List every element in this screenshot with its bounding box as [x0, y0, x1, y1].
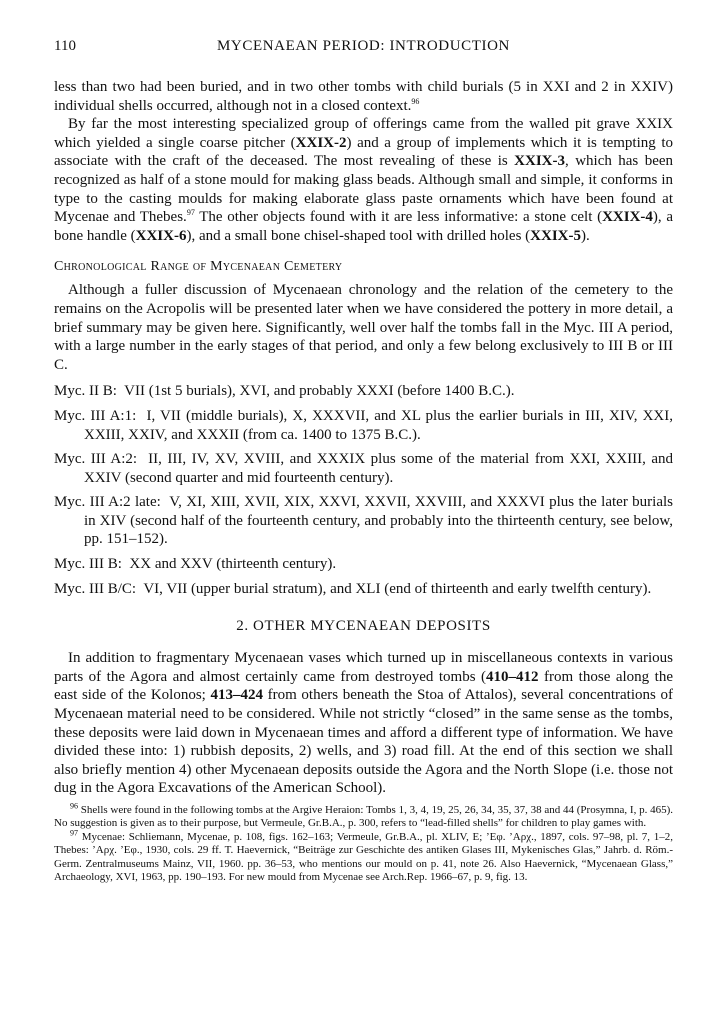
chronology-row: Myc. III A:2: II, III, IV, XV, XVIII, and XXXIX plus some of the material from XXI, XXIII, and XXIV (second quarter and mid fourteenth century).	[54, 451, 673, 486]
catalog-ref: 410–412	[486, 668, 539, 685]
catalog-ref: 413–424	[210, 687, 263, 704]
chronology-row: Myc. III B: XX and XXV (thirteenth century).	[54, 556, 337, 573]
catalog-ref: XXIX-4	[602, 209, 653, 226]
footnote-ref[interactable]: 97	[186, 208, 195, 218]
chronology-list	[54, 382, 673, 598]
body-text	[54, 78, 673, 884]
footnote: $^{96}$ Shells were found in the following tombs at the Argive Heraion: Tombs 1, 3, 4, 19, 25, 26, 34, 35, 37, 38 and 44 (Prosymna, I, p. 465). No suggestion is given as to their purpose, but Vermeule, Gr.B.A., p. 300, refers to “lead-filled shells” for children to play games with.	[54, 801, 674, 830]
catalog-ref: XXIX-3	[514, 153, 566, 170]
subheading-chronology: Chronological Range of Mycenaean Cemetery	[54, 259, 343, 275]
chronology-row: Myc. III A:2 late: V, XI, XIII, XVII, XIX, XXVI, XXVII, XXVIII, and XXXVI plus the later burials in XIV (second half of the fourteenth century, and probably into the thirteenth century, see below, pp. 151–152).	[54, 494, 673, 548]
chronology-row: Myc. III B/C: VI, VII (upper burial stratum), and XLI (end of thirteenth and early twelfth century).	[54, 580, 652, 597]
page	[54, 38, 673, 884]
paragraph: Although a fuller discussion of Mycenaean chronology and the relation of the cemetery to the remains on the Acropolis will be presented later when we have considered the pottery in more detail, a brief summary may be given here. Significantly, well over half the tombs fall in the Myc. III A period, with a large number in the early stages of that period, and only a few belong exclusively to III B or III C.	[54, 282, 673, 373]
chronology-row: Myc. II B: VII (1st 5 burials), XVI, and probably XXXI (before 1400 B.C.).	[54, 383, 515, 400]
running-header	[54, 38, 673, 60]
page-number: 110	[54, 38, 76, 54]
catalog-ref: XXIX-5	[530, 227, 581, 244]
footnote-ref[interactable]: 96	[411, 96, 420, 106]
section-heading: 2. OTHER MYCENAEAN DEPOSITS	[236, 618, 491, 635]
catalog-ref: XXIX-2	[295, 134, 347, 151]
chronology-row: Myc. III A:1: I, VII (middle burials), X, XXXVII, and XL plus the earlier burials in III, XIV, XXI, XXIII, XXIV, and XXXII (from ca. 1400 to 1375 B.C.).	[54, 407, 674, 443]
paragraph: less than two had been buried, and in two other tombs with child burials (5 in XXI and 2 in XXIV) individual shells occurred, although not in a closed context.$^{96}$	[54, 79, 673, 114]
footnote: $^{97}$ Mycenae: Schliemann, Mycenae, p. 108, figs. 162–163; Vermeule, Gr.B.A., pl. XLIV, E; ’Εφ. ’Αρχ., 1897, cols. 97–98, pl. 7, 1–2, Thebes: ’Αρχ. ’Εφ., 1930, cols. 29 ff. T. Haevernick, “Beiträge zur Geschichte des antiken Glases III, Mykenisches Glas,” Jahrb. d. Röm.-Germ. Zentralmuseums Mainz, VII, 1960. pp. 36–53, who mentions our mould on p. 41, note 26. Also Haevernick, “Mycenaean Glass,” Archaeology, XVI, 1963, pp. 190–193. For new mould from Mycenae see Arch.Rep. 1966–67, p. 9, fig. 13.	[54, 828, 673, 884]
footnotes	[54, 801, 674, 884]
running-title: MYCENAEAN PERIOD: INTRODUCTION	[217, 38, 510, 54]
paragraph: By far the most interesting specialized group of offerings came from the walled pit grave XXIX which yielded a single coarse pitcher (XXIX-2) and a group of implements which it is tempting to associate with the craft of the deceased. The most revealing of these is XXIX-3, which has been recognized as half of a stone mould for making glass beads. Although small and simple, it conforms in type to the casting moulds for making elaborate glass paste ornaments which have been found at Mycenae and Thebes.$^{97}$ The other objects found with it are less informative: a stone celt (XXIX-4), a bone handle (XXIX-6), and a small bone chisel-shaped tool with drilled holes (XXIX-5).	[54, 116, 674, 244]
paragraph: In addition to fragmentary Mycenaean vases which turned up in miscellaneous contexts in various parts of the Agora and almost certainly came from destroyed tombs (410–412 from those along the east side of the Kolonos; 413–424 from others beneath the Stoa of Attalos), several concentrations of Mycenaean material need to be considered. While not strictly “closed” in the same sense as the tombs, these deposits were laid down in Mycenaean times and afford a different type of information. We have divided these into: 1) rubbish deposits, 2) wells, and 3) road fill. At the end of this section we shall also briefly mention 4) other Mycenaean deposits outside the Agora and the North Slope (i.e. those not dug in the Agora Excavations of the American School).	[54, 650, 673, 797]
catalog-ref: XXIX-6	[135, 227, 187, 244]
